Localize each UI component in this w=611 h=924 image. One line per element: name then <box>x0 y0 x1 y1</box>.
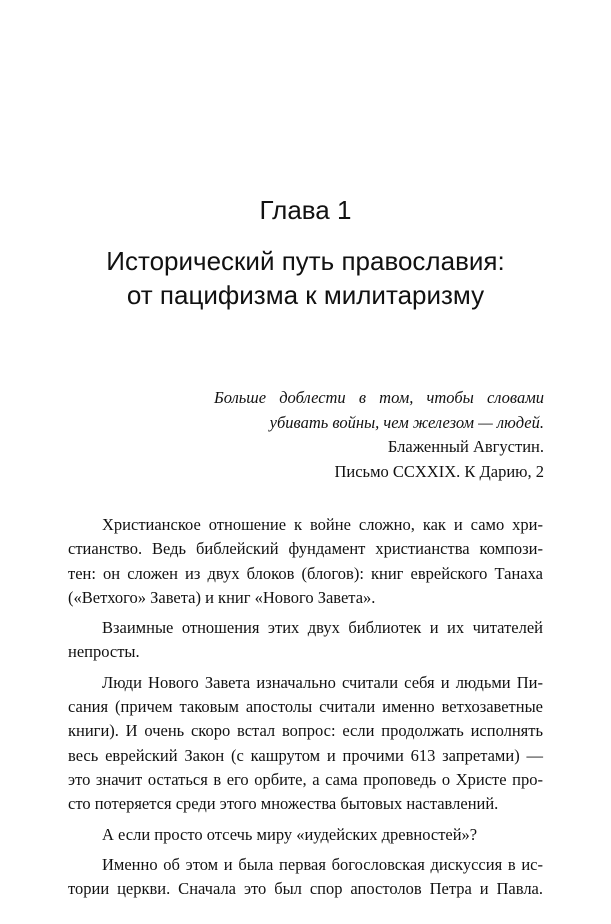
paragraph <box>68 671 543 817</box>
text-line: сания (причем таковым апостолы считали именно ветхозаветные <box>68 697 543 717</box>
paragraph <box>68 823 543 847</box>
text-line: Взаимные отношения этих двух библиотек и их читателей <box>102 618 543 638</box>
epigraph-quote-line: убивать войны, чем железом — людей. <box>269 412 544 432</box>
chapter-title-line: Исторический путь православия: <box>106 246 505 276</box>
body-text <box>68 513 543 907</box>
text-line: весь еврейский Закон (с кашрутом и прочими 613 запретами) — <box>68 745 543 765</box>
text-line: («Ветхого» Завета) и книг «Нового Завета». <box>68 587 376 607</box>
text-line: А если просто отсечь миру «иудейских древностей»? <box>102 824 478 844</box>
epigraph-quote-line: Больше доблести в том, чтобы словами <box>214 388 544 407</box>
text-line: Христианское отношение к войне сложно, как и само хри- <box>102 515 543 534</box>
epigraph-quote <box>214 386 544 435</box>
text-line: книги). И очень скоро встал вопрос: если продолжать исполнять <box>68 721 543 741</box>
text-line: непросты. <box>68 642 140 662</box>
paragraph <box>68 853 543 902</box>
text-line: тен: он сложен из двух блоков (блогов): книг еврейского Танаха <box>68 563 543 583</box>
text-line: это значит остаться в его орбите, а сама проповедь о Христе про- <box>68 769 543 789</box>
chapter-title-line: от пацифизма к милитаризму <box>126 280 485 310</box>
text-line: Люди Нового Завета изначально считали себя и людьми Пи- <box>102 672 543 692</box>
chapter-title <box>0 244 611 312</box>
paragraph <box>68 616 543 665</box>
chapter-number: Глава 1 <box>259 195 352 225</box>
epigraph <box>214 386 544 484</box>
paragraph <box>68 513 543 610</box>
epigraph-author: Блаженный Августин. <box>387 437 544 456</box>
epigraph-source: Письмо CCXXIX. К Дарию, 2 <box>334 461 544 481</box>
text-line: Именно об этом и была первая богословская дискуссия в ис- <box>102 854 543 874</box>
text-line: тории церкви. Сначала это был спор апостолов Петра и Павла. <box>68 879 543 899</box>
text-line: стианство. Ведь библейский фундамент христианства компози- <box>68 539 543 559</box>
text-line: сто потеряется среди этого множества бытовых наставлений. <box>68 794 499 814</box>
